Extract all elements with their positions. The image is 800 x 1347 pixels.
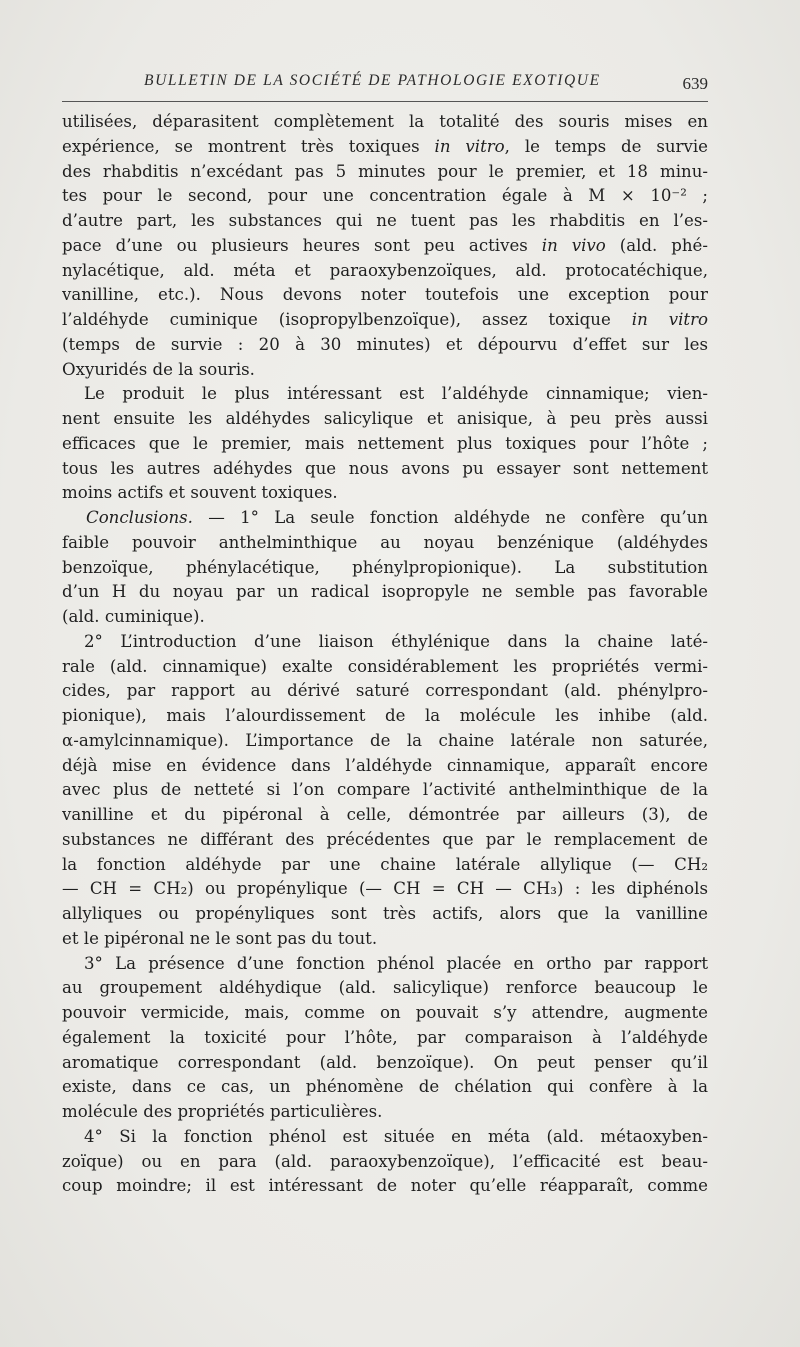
page-number: 639 <box>682 74 708 93</box>
text-line: pionique), mais l’alourdissement de la molécule les inhibe (ald. <box>62 706 708 725</box>
text-line: Le produit le plus intéressant est l’aldéhyde cinnamique; vien- <box>84 384 708 404</box>
text-line: vanilline et du pipéronal à celle, démontrée par ailleurs (3), de <box>62 805 708 824</box>
text-line: cides, par rapport au dérivé saturé correspondant (ald. phénylpro- <box>62 681 708 701</box>
text-line: aromatique correspondant (ald. benzoïque). On peut penser qu’il <box>62 1052 708 1072</box>
text-line: coup moindre; il est intéressant de noter qu’elle réapparaît, comme <box>62 1176 708 1196</box>
text-line: l’aldéhyde cuminique (isopropylbenzoïque), assez toxique in vitro <box>62 310 708 329</box>
paragraph-conclusion-2 <box>62 630 708 952</box>
text-line: molécule des propriétés particulières. <box>62 1102 383 1121</box>
text-line: existe, dans ce cas, un phénomène de chélation qui confère à la <box>62 1077 708 1097</box>
text-line: (temps de survie : 20 à 30 minutes) et dépourvu d’effet sur les <box>62 334 708 354</box>
running-head: BULLETIN DE LA SOCIÉTÉ DE PATHOLOGIE EXOTIQUE <box>144 72 601 89</box>
text-line: nylacétique, ald. méta et paraoxybenzoïques, ald. protocatéchique, <box>62 260 708 280</box>
text-line: rale (ald. cinnamique) exalte considérablement les propriétés vermi- <box>62 656 708 676</box>
text-line: vanilline, etc.). Nous devons noter toutefois une exception pour <box>62 285 708 305</box>
header-rule <box>62 101 708 102</box>
text-line: utilisées, déparasitent complètement la totalité des souris mises en <box>62 112 708 131</box>
text-line: faible pouvoir anthelminthique au noyau benzénique (aldéhydes <box>62 532 708 552</box>
text-line: tous les autres adéhydes que nous avons pu essayer sont nettement <box>62 458 708 478</box>
text-line: substances ne différant des précédentes que par le remplacement de <box>62 829 708 849</box>
text-line: benzoïque, phénylacétique, phénylpropionique). La substitution <box>62 557 708 577</box>
text-line: 2° L’introduction d’une liaison éthylénique dans la chaine laté- <box>84 631 708 651</box>
text-line: également la toxicité pour l’hôte, par comparaison à l’aldéhyde <box>62 1027 708 1047</box>
text-line: pace d’une ou plusieurs heures sont peu actives in vivo (ald. phé- <box>62 235 708 255</box>
paragraph-2 <box>62 382 708 506</box>
text-line: nent ensuite les aldéhydes salicylique et anisique, à peu près aussi <box>62 409 708 428</box>
text-line: expérience, se montrent très toxiques in vitro, le temps de survie <box>62 136 708 156</box>
text-line: allyliques ou propényliques sont très actifs, alors que la vanilline <box>62 904 708 923</box>
text-line: zoïque) ou en para (ald. paraoxybenzoïque), l’efficacité est beau- <box>62 1151 708 1171</box>
text-line: avec plus de netteté si l’on compare l’activité anthelminthique de la <box>62 780 708 800</box>
text-line: Conclusions. — 1° La seule fonction aldéhyde ne confère qu’un <box>86 508 708 527</box>
text-line: Oxyuridés de la souris. <box>62 359 255 379</box>
text-line: pouvoir vermicide, mais, comme on pouvait s’y attendre, augmente <box>62 1003 708 1022</box>
text-line: moins actifs et souvent toxiques. <box>62 483 338 503</box>
text-line: tes pour le second, pour une concentration égale à M × 10⁻² ; <box>62 186 708 206</box>
text-line: au groupement aldéhydique (ald. salicylique) renforce beaucoup le <box>62 978 708 998</box>
text-line: déjà mise en évidence dans l’aldéhyde cinnamique, apparaît encore <box>62 755 708 775</box>
text-line: α-amylcinnamique). L’importance de la chaine latérale non saturée, <box>62 730 708 750</box>
page-header <box>62 72 710 96</box>
text-line: et le pipéronal ne le sont pas du tout. <box>62 928 378 948</box>
text-line: d’un H du noyau par un radical isopropyle ne semble pas favorable <box>62 582 708 602</box>
body-text <box>62 110 708 1199</box>
paragraph-conclusion-3 <box>62 952 708 1125</box>
text-line: efficaces que le premier, mais nettement plus toxiques pour l’hôte ; <box>62 433 708 453</box>
text-line: 3° La présence d’une fonction phénol placée en ortho par rapport <box>84 953 708 973</box>
text-line: 4° Si la fonction phénol est située en méta (ald. métaoxyben- <box>84 1126 708 1146</box>
paragraph-1 <box>62 110 708 382</box>
text-line: des rhabditis n’excédant pas 5 minutes pour le premier, et 18 minu- <box>62 161 708 181</box>
text-line: — CH = CH₂) ou propénylique (— CH = CH — CH₃) : les diphénols <box>62 879 708 899</box>
text-line: la fonction aldéhyde par une chaine latérale allylique (— CH₂ <box>62 854 708 874</box>
text-line: (ald. cuminique). <box>62 607 205 626</box>
text-line: d’autre part, les substances qui ne tuent pas les rhabditis en l’es- <box>62 211 708 230</box>
paragraph-conclusion-4 <box>62 1125 708 1199</box>
paragraph-conclusions <box>62 506 708 630</box>
